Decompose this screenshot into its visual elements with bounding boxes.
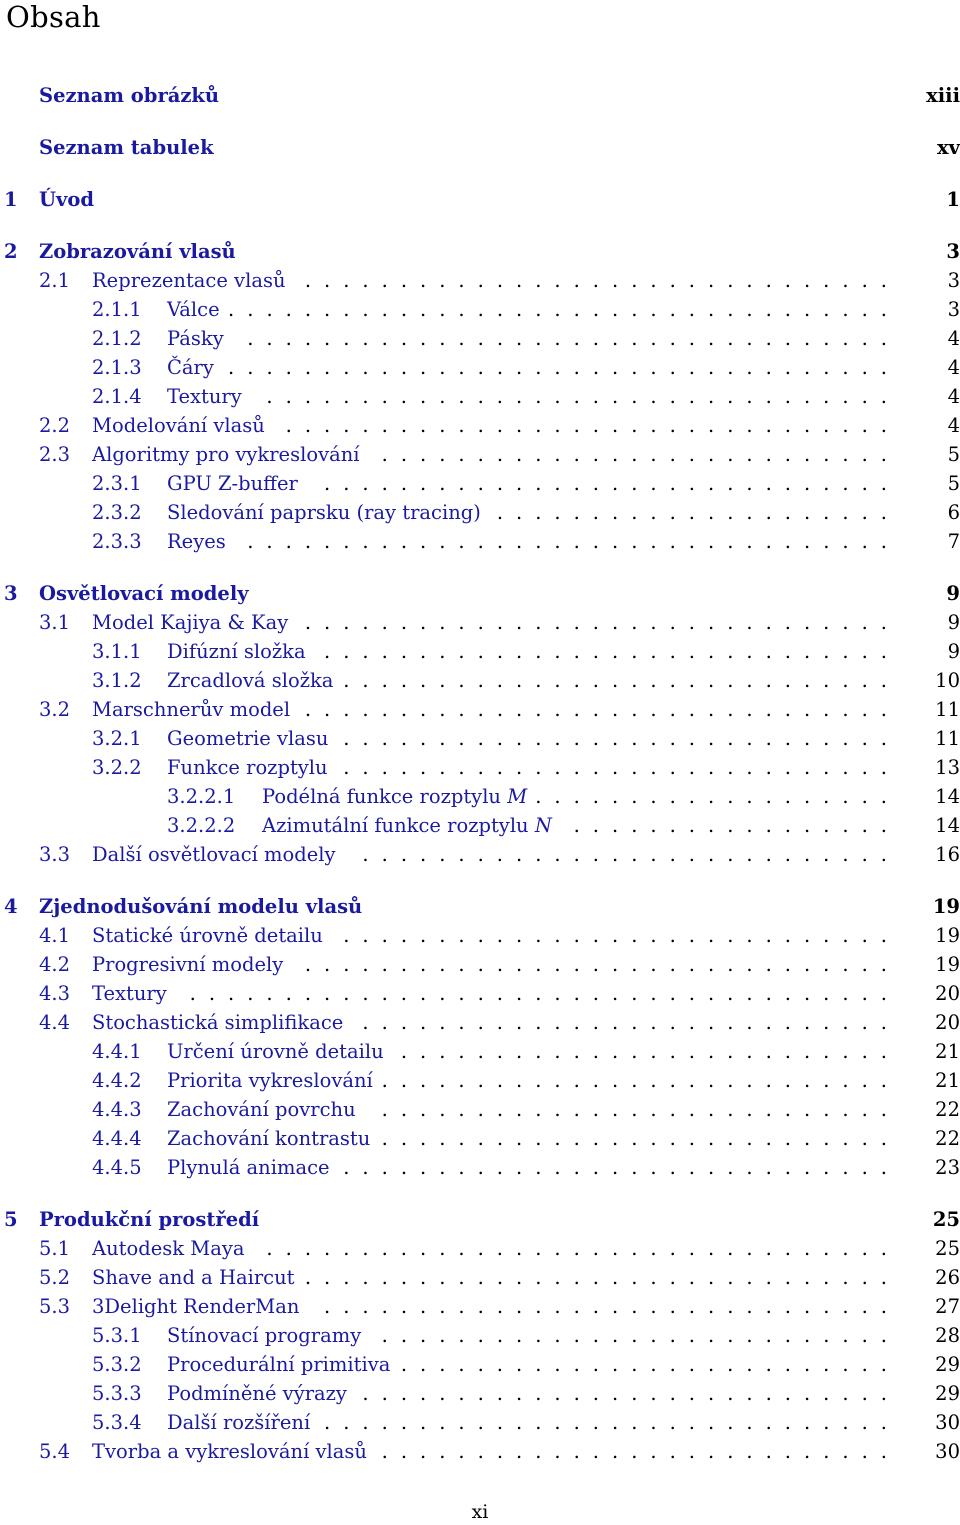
toc-entry-page-number[interactable]: 9: [947, 611, 960, 634]
toc-chapter-entry[interactable]: [0, 893, 960, 921]
toc-entry-page-number[interactable]: xv: [937, 136, 960, 159]
toc-entry-title[interactable]: Stochastická simplifikace: [92, 1011, 344, 1034]
toc-entry-page-number[interactable]: 26: [935, 1266, 960, 1289]
dot-leader: ...............................: [304, 953, 900, 976]
toc-entry-title[interactable]: Válce: [167, 298, 220, 321]
toc-section-entry[interactable]: [0, 1264, 960, 1292]
toc-section-entry[interactable]: [0, 667, 960, 695]
toc-section-entry[interactable]: [0, 1067, 960, 1095]
toc-entry-title[interactable]: GPU Z-buffer: [167, 472, 298, 495]
toc-section-entry[interactable]: [0, 1351, 960, 1379]
toc-section-entry[interactable]: [0, 1409, 960, 1437]
toc-chapter-entry[interactable]: [0, 134, 960, 162]
dot-leader: ...............................: [304, 698, 900, 721]
toc-entry-page-number[interactable]: 10: [935, 669, 960, 692]
toc-entry-number[interactable]: 2.1: [39, 269, 71, 292]
dot-leader: ...........................: [381, 1324, 900, 1347]
dot-leader: ............................: [362, 1011, 900, 1034]
toc-section-entry[interactable]: [0, 725, 960, 753]
toc-entry-title[interactable]: Funkce rozptylu: [167, 756, 328, 779]
toc-entry-title[interactable]: Stínovací programy: [167, 1324, 362, 1347]
toc-entry-title[interactable]: Plynulá animace: [167, 1156, 330, 1179]
toc-entry-title[interactable]: Progresivní modely: [92, 953, 284, 976]
dot-leader: ...........................: [381, 1069, 900, 1092]
toc-entry-number[interactable]: 4.4.5: [92, 1156, 142, 1179]
toc-entry-number[interactable]: 5.3.2: [92, 1353, 142, 1376]
toc-entry-title[interactable]: Modelování vlasů: [92, 414, 265, 437]
dot-leader: ...............................: [304, 1266, 900, 1289]
dot-leader: ..............................: [324, 640, 900, 663]
toc-entry-title[interactable]: Priorita vykreslování: [167, 1069, 373, 1092]
dot-leader: ...................................: [228, 298, 900, 321]
toc-entry-page-number[interactable]: 28: [935, 1324, 960, 1347]
toc-entry-title[interactable]: Marschnerův model: [92, 698, 291, 721]
toc-entry-page-number[interactable]: 5: [947, 443, 960, 466]
dot-leader: .....................: [496, 501, 900, 524]
dot-leader: ............................: [362, 843, 900, 866]
dot-leader: .............................: [343, 1156, 900, 1179]
toc-section-entry[interactable]: [0, 1038, 960, 1066]
dot-leader: ...........................: [381, 1098, 900, 1121]
toc-entry-title[interactable]: Podmíněné výrazy: [167, 1382, 347, 1405]
toc-entry-page-number[interactable]: 13: [935, 756, 960, 779]
toc-entry-page-number[interactable]: 19: [932, 895, 960, 918]
dot-leader: ..........................: [400, 1353, 900, 1376]
toc-entry-page-number[interactable]: 3: [946, 240, 960, 263]
toc-entry-title[interactable]: Určení úrovně detailu: [167, 1040, 384, 1063]
toc-entry-page-number[interactable]: 19: [935, 924, 960, 947]
toc-entry-title[interactable]: Seznam obrázků: [39, 84, 220, 107]
toc-entry-page-number[interactable]: 22: [935, 1127, 960, 1150]
toc-section-entry[interactable]: [0, 383, 960, 411]
toc-entry-number[interactable]: 2.3.2: [92, 501, 142, 524]
toc-entry-page-number[interactable]: 23: [935, 1156, 960, 1179]
toc-entry-page-number[interactable]: 21: [935, 1069, 960, 1092]
toc-section-entry[interactable]: [0, 470, 960, 498]
dot-leader: ..................................: [247, 327, 900, 350]
dot-leader: .............................: [343, 669, 900, 692]
toc-entry-title[interactable]: Reyes: [167, 530, 226, 553]
dot-leader: ...........................: [381, 443, 900, 466]
toc-entry-number[interactable]: 3.1.2: [92, 669, 142, 692]
toc-chapter-entry[interactable]: [0, 186, 960, 214]
toc-entry-page-number[interactable]: 25: [932, 1208, 960, 1231]
toc-section-entry[interactable]: [0, 754, 960, 782]
toc-entry-number[interactable]: 5.3.3: [92, 1382, 142, 1405]
toc-section-entry[interactable]: [0, 980, 960, 1008]
toc-section-entry[interactable]: [0, 1293, 960, 1321]
toc-entry-page-number[interactable]: 4: [947, 385, 960, 408]
toc-section-entry[interactable]: [0, 841, 960, 869]
toc-entry-number[interactable]: 3.2.1: [92, 727, 142, 750]
toc-entry-title[interactable]: 3Delight RenderMan: [92, 1295, 300, 1318]
toc-entry-number[interactable]: 2.1.3: [92, 356, 142, 379]
toc-section-entry[interactable]: [0, 1438, 960, 1466]
toc-section-entry[interactable]: [0, 267, 960, 295]
toc-section-entry[interactable]: [0, 951, 960, 979]
toc-entry-title[interactable]: Čáry: [167, 356, 214, 379]
toc-section-entry[interactable]: [0, 1154, 960, 1182]
toc-entry-title[interactable]: Produkční prostředí: [39, 1208, 260, 1231]
page-title: Obsah: [6, 0, 101, 34]
dot-leader: ...............................: [304, 269, 900, 292]
dot-leader: .............................: [343, 727, 900, 750]
toc-section-entry[interactable]: [0, 325, 960, 353]
toc-section-entry[interactable]: [0, 412, 960, 440]
toc-entry-title[interactable]: Osvětlovací modely: [39, 582, 249, 605]
toc-entry-number[interactable]: 5.3.1: [92, 1324, 142, 1347]
toc-entry-number[interactable]: 4.3: [39, 982, 71, 1005]
toc-entry-page-number[interactable]: 3: [947, 298, 960, 321]
toc-entry-number[interactable]: 2.2: [39, 414, 71, 437]
toc-entry-number[interactable]: 4.4.4: [92, 1127, 142, 1150]
toc-entry-title[interactable]: Další osvětlovací modely: [92, 843, 336, 866]
toc-entry-title[interactable]: Zobrazování vlasů: [39, 240, 236, 263]
toc-entry-number[interactable]: 5.1: [39, 1237, 71, 1260]
toc-entry-number[interactable]: 4.1: [39, 924, 71, 947]
dot-leader: ..........................: [400, 1040, 900, 1063]
dot-leader: ..............................: [324, 1411, 900, 1434]
toc-entry-page-number[interactable]: 4: [947, 414, 960, 437]
toc-entry-page-number[interactable]: 4: [947, 356, 960, 379]
toc-entry-page-number[interactable]: 4: [947, 327, 960, 350]
toc-entry-page-number[interactable]: 5: [947, 472, 960, 495]
dot-leader: ..............................: [324, 1295, 900, 1318]
toc-entry-page-number[interactable]: 29: [935, 1353, 960, 1376]
toc-entry-number[interactable]: 2.3.3: [92, 530, 142, 553]
toc-entry-title[interactable]: Statické úrovně detailu: [92, 924, 323, 947]
toc-entry-number[interactable]: 2.1.1: [92, 298, 142, 321]
toc-entry-number[interactable]: 3.2.2.1: [167, 785, 236, 808]
toc-entry-title[interactable]: Textury: [92, 982, 167, 1005]
dot-leader: .....................................: [189, 982, 900, 1005]
toc-entry-page-number[interactable]: 16: [935, 843, 960, 866]
dot-leader: .................................: [266, 1237, 900, 1260]
toc-entry-page-number[interactable]: 11: [935, 727, 960, 750]
toc-entry-title[interactable]: Shave and a Haircut: [92, 1266, 295, 1289]
toc-entry-number[interactable]: 3.2.2: [92, 756, 142, 779]
toc-entry-page-number[interactable]: 20: [935, 982, 960, 1005]
toc-entry-number[interactable]: 4: [4, 895, 18, 918]
toc-entry-page-number[interactable]: 9: [947, 640, 960, 663]
toc-section-entry[interactable]: [0, 296, 960, 324]
toc-section-entry[interactable]: [0, 499, 960, 527]
toc-entry-page-number[interactable]: 3: [947, 269, 960, 292]
toc-entry-number[interactable]: 2.3.1: [92, 472, 142, 495]
toc-entry-number[interactable]: 3.2.2.2: [167, 814, 236, 837]
toc-section-entry[interactable]: [0, 441, 960, 469]
toc-entry-page-number[interactable]: 7: [947, 530, 960, 553]
toc-section-entry[interactable]: [0, 696, 960, 724]
toc-entry-title[interactable]: Textury: [167, 385, 242, 408]
toc-entry-title[interactable]: Podélná funkce rozptylu M: [262, 785, 528, 808]
toc-entry-number[interactable]: 4.4.3: [92, 1098, 142, 1121]
toc-entry-title[interactable]: Model Kajiya & Kay: [92, 611, 289, 634]
toc-entry-page-number[interactable]: 27: [935, 1295, 960, 1318]
toc-entry-number[interactable]: 1: [4, 188, 18, 211]
dot-leader: ...................................: [228, 356, 900, 379]
toc-entry-number[interactable]: 2: [4, 240, 18, 263]
toc-entry-title[interactable]: Geometrie vlasu: [167, 727, 329, 750]
toc-entry-number[interactable]: 5: [4, 1208, 18, 1231]
toc-chapter-entry[interactable]: [0, 238, 960, 266]
toc-section-entry[interactable]: [0, 812, 960, 840]
toc-entry-title[interactable]: Úvod: [39, 188, 94, 211]
toc-entry-number[interactable]: 4.2: [39, 953, 71, 976]
dot-leader: ..................................: [247, 530, 900, 553]
dot-leader: ...............................: [304, 611, 900, 634]
dot-leader: ...........................: [381, 1440, 900, 1463]
toc-entry-number[interactable]: 2.3: [39, 443, 71, 466]
toc-entry-number[interactable]: 2.1.4: [92, 385, 142, 408]
toc-section-entry[interactable]: [0, 1235, 960, 1263]
toc-chapter-entry[interactable]: [0, 1206, 960, 1234]
toc-section-entry[interactable]: [0, 528, 960, 556]
toc-entry-page-number[interactable]: 14: [935, 814, 960, 837]
dot-leader: .................................: [266, 385, 900, 408]
toc-entry-number[interactable]: 3.2: [39, 698, 71, 721]
toc-entry-number[interactable]: 4.4.1: [92, 1040, 142, 1063]
toc-section-entry[interactable]: [0, 1380, 960, 1408]
toc-entry-title[interactable]: Procedurální primitiva: [167, 1353, 391, 1376]
toc-entry-page-number[interactable]: 22: [935, 1098, 960, 1121]
toc-entry-title[interactable]: Pásky: [167, 327, 224, 350]
toc-entry-number[interactable]: 5.3.4: [92, 1411, 142, 1434]
dot-leader: .............................: [343, 756, 900, 779]
dot-leader: ..............................: [324, 472, 900, 495]
toc-entry-page-number[interactable]: 9: [946, 582, 960, 605]
toc-entry-page-number[interactable]: 1: [946, 188, 960, 211]
toc-entry-title[interactable]: Algoritmy pro vykreslování: [92, 443, 360, 466]
toc-entry-number[interactable]: 5.2: [39, 1266, 71, 1289]
dot-leader: ............................: [362, 1382, 900, 1405]
toc-entry-title[interactable]: Seznam tabulek: [39, 136, 214, 159]
toc-entry-title[interactable]: Sledování paprsku (ray tracing): [167, 501, 481, 524]
toc-entry-title[interactable]: Další rozšíření: [167, 1411, 311, 1434]
dot-leader: ................................: [285, 414, 900, 437]
toc-section-entry[interactable]: [0, 354, 960, 382]
page-number-footer: xi: [471, 1501, 489, 1523]
dot-leader: .................: [573, 814, 900, 837]
toc-section-entry[interactable]: [0, 609, 960, 637]
toc-entry-page-number[interactable]: xiii: [926, 84, 960, 107]
toc-entry-title[interactable]: Autodesk Maya: [92, 1237, 245, 1260]
toc-entry-number[interactable]: 3.1: [39, 611, 71, 634]
toc-section-entry[interactable]: [0, 1009, 960, 1037]
dot-leader: ...................: [535, 785, 900, 808]
toc-section-entry[interactable]: [0, 1125, 960, 1153]
toc-entry-page-number[interactable]: 14: [935, 785, 960, 808]
toc-chapter-entry[interactable]: [0, 580, 960, 608]
toc-entry-number[interactable]: 2.1.2: [92, 327, 142, 350]
toc-section-entry[interactable]: [0, 1322, 960, 1350]
toc-entry-title[interactable]: Zrcadlová složka: [167, 669, 334, 692]
toc-entry-page-number[interactable]: 25: [935, 1237, 960, 1260]
toc-section-entry[interactable]: [0, 922, 960, 950]
toc-entry-page-number[interactable]: 29: [935, 1382, 960, 1405]
toc-entry-page-number[interactable]: 30: [935, 1411, 960, 1434]
toc-section-entry[interactable]: [0, 638, 960, 666]
toc-entry-number[interactable]: 5.3: [39, 1295, 71, 1318]
toc-entry-page-number[interactable]: 21: [935, 1040, 960, 1063]
toc-section-entry[interactable]: [0, 783, 960, 811]
toc-entry-number[interactable]: 4.4: [39, 1011, 71, 1034]
dot-leader: .............................: [343, 924, 900, 947]
toc-section-entry[interactable]: [0, 1096, 960, 1124]
toc-entry-page-number[interactable]: 6: [947, 501, 960, 524]
toc-entry-number[interactable]: 3.3: [39, 843, 71, 866]
toc-entry-number[interactable]: 3: [4, 582, 18, 605]
toc-entry-page-number[interactable]: 19: [935, 953, 960, 976]
toc-entry-title[interactable]: Zjednodušování modelu vlasů: [39, 895, 363, 918]
toc-entry-title[interactable]: Tvorba a vykreslování vlasů: [92, 1440, 367, 1463]
toc-entry-number[interactable]: 5.4: [39, 1440, 71, 1463]
toc-entry-title[interactable]: Zachování kontrastu: [167, 1127, 371, 1150]
toc-entry-page-number[interactable]: 20: [935, 1011, 960, 1034]
toc-entry-page-number[interactable]: 30: [935, 1440, 960, 1463]
toc-entry-title[interactable]: Zachování povrchu: [167, 1098, 356, 1121]
toc-entry-page-number[interactable]: 11: [935, 698, 960, 721]
toc-chapter-entry[interactable]: [0, 82, 960, 110]
toc-entry-title[interactable]: Reprezentace vlasů: [92, 269, 286, 292]
dot-leader: ...........................: [381, 1127, 900, 1150]
toc-entry-number[interactable]: 3.1.1: [92, 640, 142, 663]
toc-entry-number[interactable]: 4.4.2: [92, 1069, 142, 1092]
toc-entry-title[interactable]: Difúzní složka: [167, 640, 306, 663]
toc-entry-title[interactable]: Azimutální funkce rozptylu N: [262, 814, 552, 837]
